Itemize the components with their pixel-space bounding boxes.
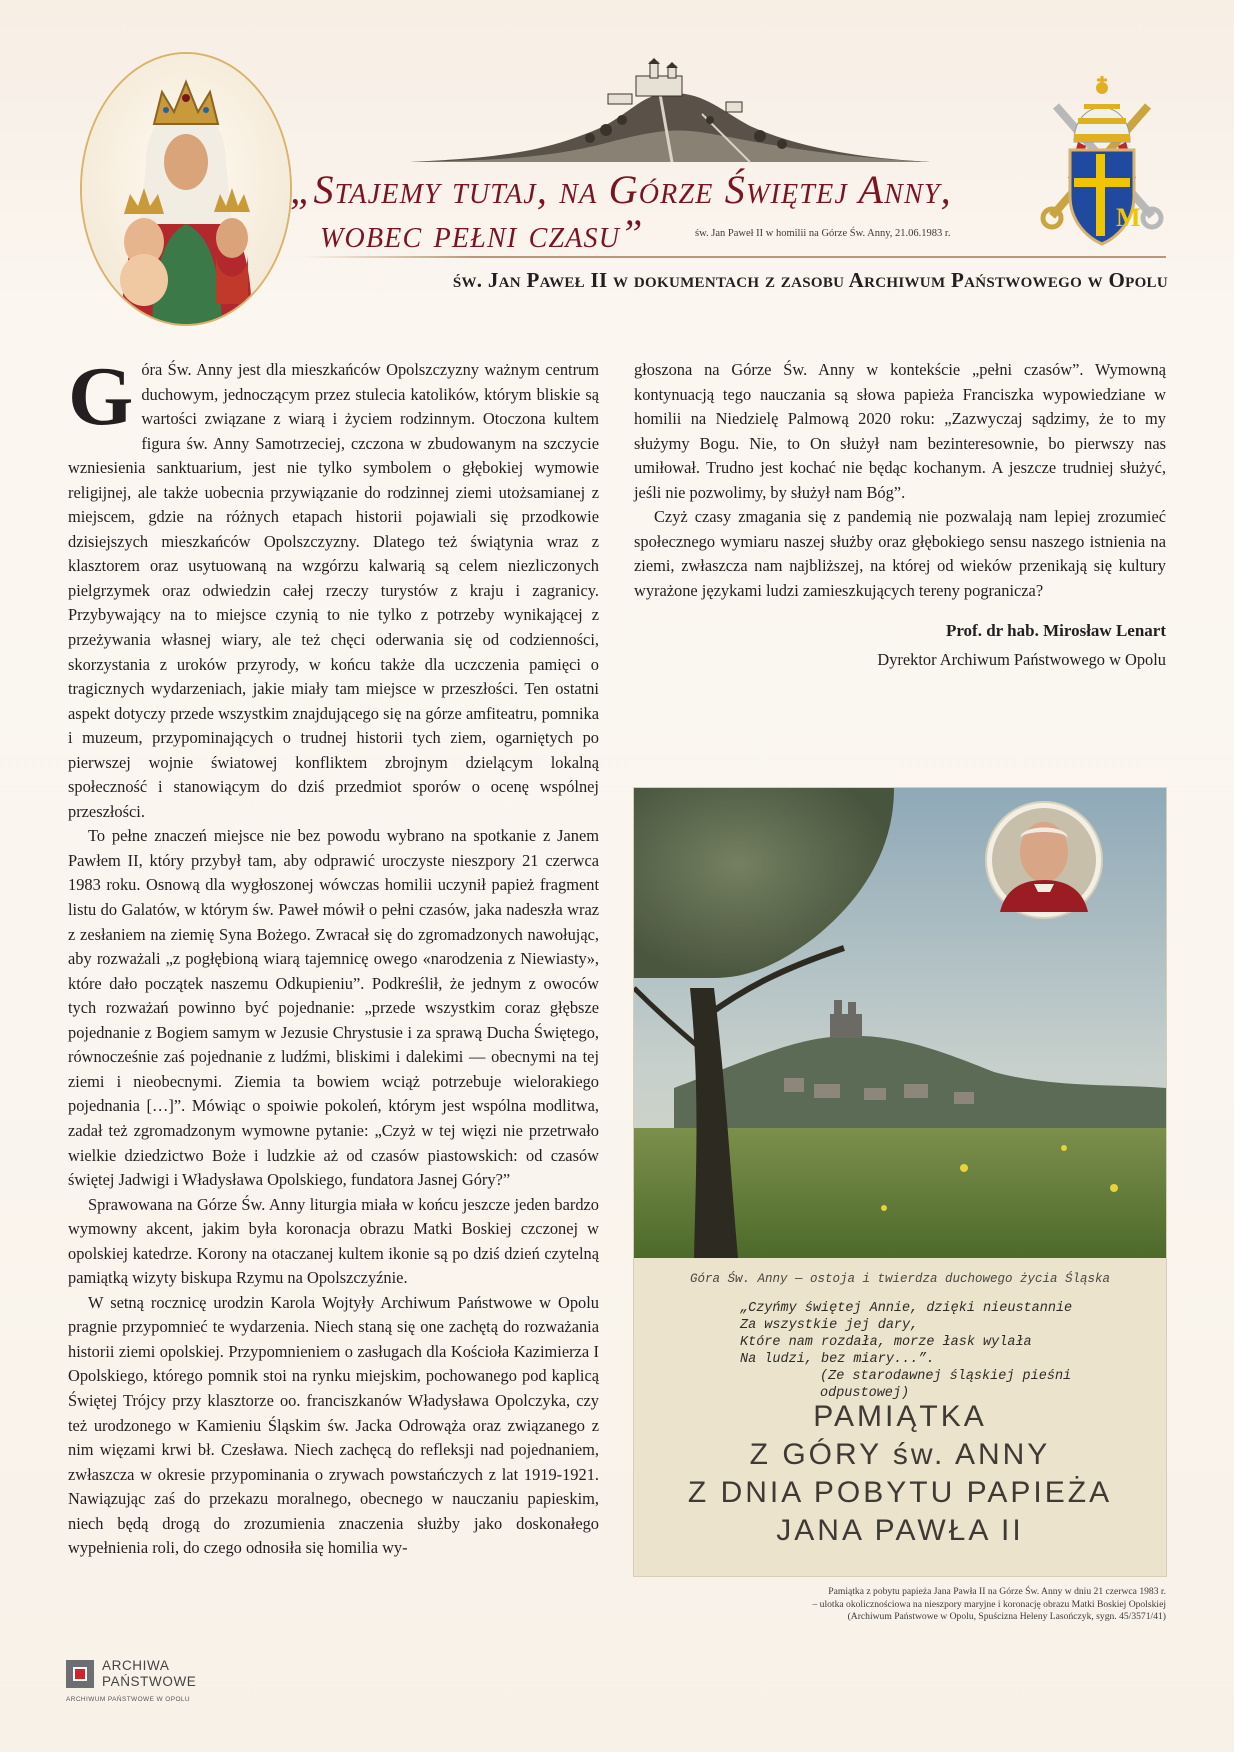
papal-coat-of-arms <box>1038 66 1166 256</box>
poem-line: Za wszystkie jej dary, <box>740 1318 919 1333</box>
article-right-column <box>634 358 1166 673</box>
signature <box>634 619 1166 672</box>
logo-line3: ARCHIWUM PAŃSTWOWE W OPOLU <box>66 1696 191 1703</box>
poem-line: „Czyńmy świętej Annie, dzięki nieustannie <box>740 1301 1073 1316</box>
drop-cap: G <box>68 350 134 443</box>
header-title <box>290 168 1010 256</box>
leaflet-title-line: JANA PAWŁA II <box>776 1514 1024 1547</box>
leaflet-poem <box>740 1300 1120 1402</box>
logo-line2: PAŃSTWOWE <box>102 1674 197 1689</box>
mountain-engraving <box>410 58 930 168</box>
poem-source: (Ze starodawnej śląskiej pieśni odpustowej) <box>820 1369 1072 1401</box>
photo-caption-line: – ulotka okolicznościowa na nieszpory maryjne i koronację obrazu Matki Boskiej Opolskiej <box>812 1598 1166 1610</box>
header-title-line1: „Stajemy tutaj, na Górze Świętej Anny, <box>290 167 952 212</box>
photo-caption-line: (Archiwum Państwowe w Opolu, Spuścizna Heleny Lasończyk, sygn. 45/3571/41) <box>847 1611 1166 1622</box>
leaflet-caption: Góra Św. Anny — ostoja i twierdza duchowego życia Śląska <box>689 1272 1111 1286</box>
madonna-icon-image <box>80 52 292 326</box>
archives-logo <box>66 1656 326 1716</box>
poem-line: Na ludzi, bez miary...”. <box>740 1352 935 1367</box>
subtitle: św. Jan Paweł II w dokumentach z zasobu Archiwum Państwowego w Opolu <box>452 268 1168 292</box>
poem-line: Które nam rozdała, morze łask wylała <box>740 1335 1032 1350</box>
archives-logo-icon <box>66 1660 94 1688</box>
photo-caption-line: Pamiątka z pobytu papieża Jana Pawła II na Górze Św. Anny w dniu 21 czerwca 1983 r. <box>828 1586 1166 1597</box>
header-title-line2: wobec pełni czasu” <box>320 211 644 256</box>
leaflet-title <box>634 1398 1166 1550</box>
signature-role: Dyrektor Archiwum Państwowego w Opolu <box>877 650 1166 670</box>
article-paragraph: głoszona na Górze Św. Anny w kontekście „pełni czasów”. Wymowną kontynuacją tego nauczania są słowa papieża Franciszka wypowiedziane w homilii na Niedzielę Palmową 2020 roku: „Zazwyczaj sądzimy, że to my służymy Bogu. Nie, to On służył nam bezinteresownie, bo pierwszy nas umiłował. Trudno jest kochać nie będąc kochanym. A jeszcze trudniej służyć, jeśli nie pozwolimy, by służył nam Bóg”. <box>634 360 1166 502</box>
header-source: św. Jan Paweł II w homilii na Górze Św. Anny, 21.06.1983 r. <box>695 228 951 239</box>
landscape-photo <box>634 788 1166 1258</box>
svg-text:M: M <box>1116 203 1141 232</box>
article-paragraph: To pełne znaczeń miejsce nie bez powodu wybrano na spotkanie z Janem Pawłem II, który przybył tam, aby odprawić uroczyste nieszpory 21 czerwca 1983 roku. Osnową dla wygłoszonej wówczas homilii uczynił papież fragment listu do Galatów, w którym św. Paweł mówił o pełni czasów, jaka nadeszła wraz z zesłaniem na ziemię Syna Bożego. Zwracał się do zgromadzonych nawołując, aby rozważali „z pogłębioną wiarą tajemnicę owego «narodzenia z Niewiasty», które dało początek naszemu Odkupieniu”. Podkreślił, że jednym z owoców tych rozważań powinno być pojednanie: „przede wszystkim coraz głębsze pojednanie z Bogiem samym w Jezusie Chrystusie i za sprawą Ducha Świętego, równocześnie zaś pojednanie z ludźmi, bliskimi i dalekimi — obecnymi na tej ziemi i nieobecnymi. Ziemia ta bowiem wciąż potrzebuje wielorakiego pojednania […]”. Mówiąc o spoiwie pokoleń, którym jest wspólna modlitwa, zadał też zgromadzonym wymowne pytanie: „Czyż w tej więzi nie przetrwało wielkie dziedzictwo Boże i ludzkie aż od czasów piastowskich: od czasów świętej Jadwigi i Władysława Opolskiego, fundatora Jasnej Góry?” <box>68 826 599 1190</box>
article-paragraph: óra Św. Anny jest dla mieszkańców Opolszczyzny ważnym centrum duchowym, jednoczącym przez stulecia katolików, którym bliskie są wartości związane z wiarą i życiem rodzinnym. Otoczona kultem figura św. Anny Samotrzeciej, czczona w zbudowanym na szczycie wzniesienia sanktuarium, jest nie tylko symbolem o głębokiej wymowie religijnej, ale także uobecnia przywiązanie do rodzinnej ziemi utożsamianej z miejscem, gdzie na różnych etapach historii pojawiali się przodkowie dzisiejszych mieszkańców Opolszczyzny. Dlatego też świątynia wraz z klasztorem oraz usytuowaną na wzgórzu kalwarią są celem niezliczonych pielgrzymek oraz odwiedzin całej rzeczy turystów z kraju i zagranicy. Przybywający na to miejsce czynią to nie tylko z potrzeby wynikającej z przeżywania własnej wiary, ale też chęci oderwania się od codzienności, skorzystania z uroków przyrody, w końcu także dla uczczenia pamięci o tragicznych wydarzeniach, jakie miały tam miejsce w przeszłości. Ten ostatni aspekt dotyczy przede wszystkim znajdującego się na górze amfiteatru, pomnika i muzeum, przypominających o trudnej historii tych ziem, ogarniętych po pierwszej wojnie światowej konfliktem zbrojnym dzielącym lokalną społeczność i stanowiącym do dziś przedmiot sporów o ocenę wspólnej przeszłości. <box>68 360 599 821</box>
photo-caption <box>634 1586 1166 1624</box>
signature-name: Prof. dr hab. Mirosław Lenart <box>945 621 1166 641</box>
madonna-icon <box>82 54 290 324</box>
leaflet-title-line: Z GÓRY św. ANNY <box>749 1438 1051 1471</box>
leaflet-title-line: Z DNIA POBYTU PAPIEŻA <box>687 1476 1113 1509</box>
article-paragraph: Czyż czasy zmagania się z pandemią nie pozwalają nam lepiej zrozumieć społecznego wymiaru naszej służby oraz głębokiego sensu naszego istnienia na ziemi, zwłaszcza nam najbliższej, na której od wieków przenikają się kultury wyrażone językami ludzi zamieszkujących tereny pogranicza? <box>634 507 1166 600</box>
leaflet-text-area <box>634 1258 1166 1576</box>
article-left-column <box>68 350 599 1561</box>
article-paragraph: Sprawowana na Górze Św. Anny liturgia miała w końcu jeszcze jeden bardzo wymowny akcent, jakim była koronacja obrazu Matki Boskiej czczonej w opolskiej katedrze. Korony na otaczanej kultem ikonie są po dziś dzień czytelną pamiątką wizyty biskupa Rzymu na Opolszczyźnie. <box>68 1194 599 1288</box>
logo-line1: ARCHIWA <box>102 1658 170 1673</box>
subtitle-divider <box>300 256 1166 258</box>
leaflet-photo <box>634 788 1166 1576</box>
leaflet-title-line: PAMIĄTKA <box>813 1400 987 1433</box>
article-paragraph: W setną rocznicę urodzin Karola Wojtyły Archiwum Państwowe w Opolu pragnie przypomnieć te wydarzenia. Niech staną się one zachętą do rozważania historii ziemi opolskiej. Przypomnieniem o zasługach dla Kościoła Kazimierza I Opolskiego, którego pomnik stoi na rynku miejskim, pochowanego pod kaplicą Świętej Trójcy przy klasztorze oo. franciszkanów Władysława Opolczyka, czy też urodzonego w Kamieniu Śląskim św. Jacka Odrowąża oraz związanego z nim więzami krwi bł. Czesława. Niech zachęcą do refleksji nad pojednaniem, zwłaszcza w okresie przypominania o zrywach powstańczych z lat 1919-1921. Nawiązując zaś do przekazu moralnego, obecnego w nauczaniu papieskim, niech będą drogą do zrozumienia znaczenia służby jako doskonałego wypełnienia roli, do czego odnosiła się homilia wy- <box>68 1292 599 1558</box>
